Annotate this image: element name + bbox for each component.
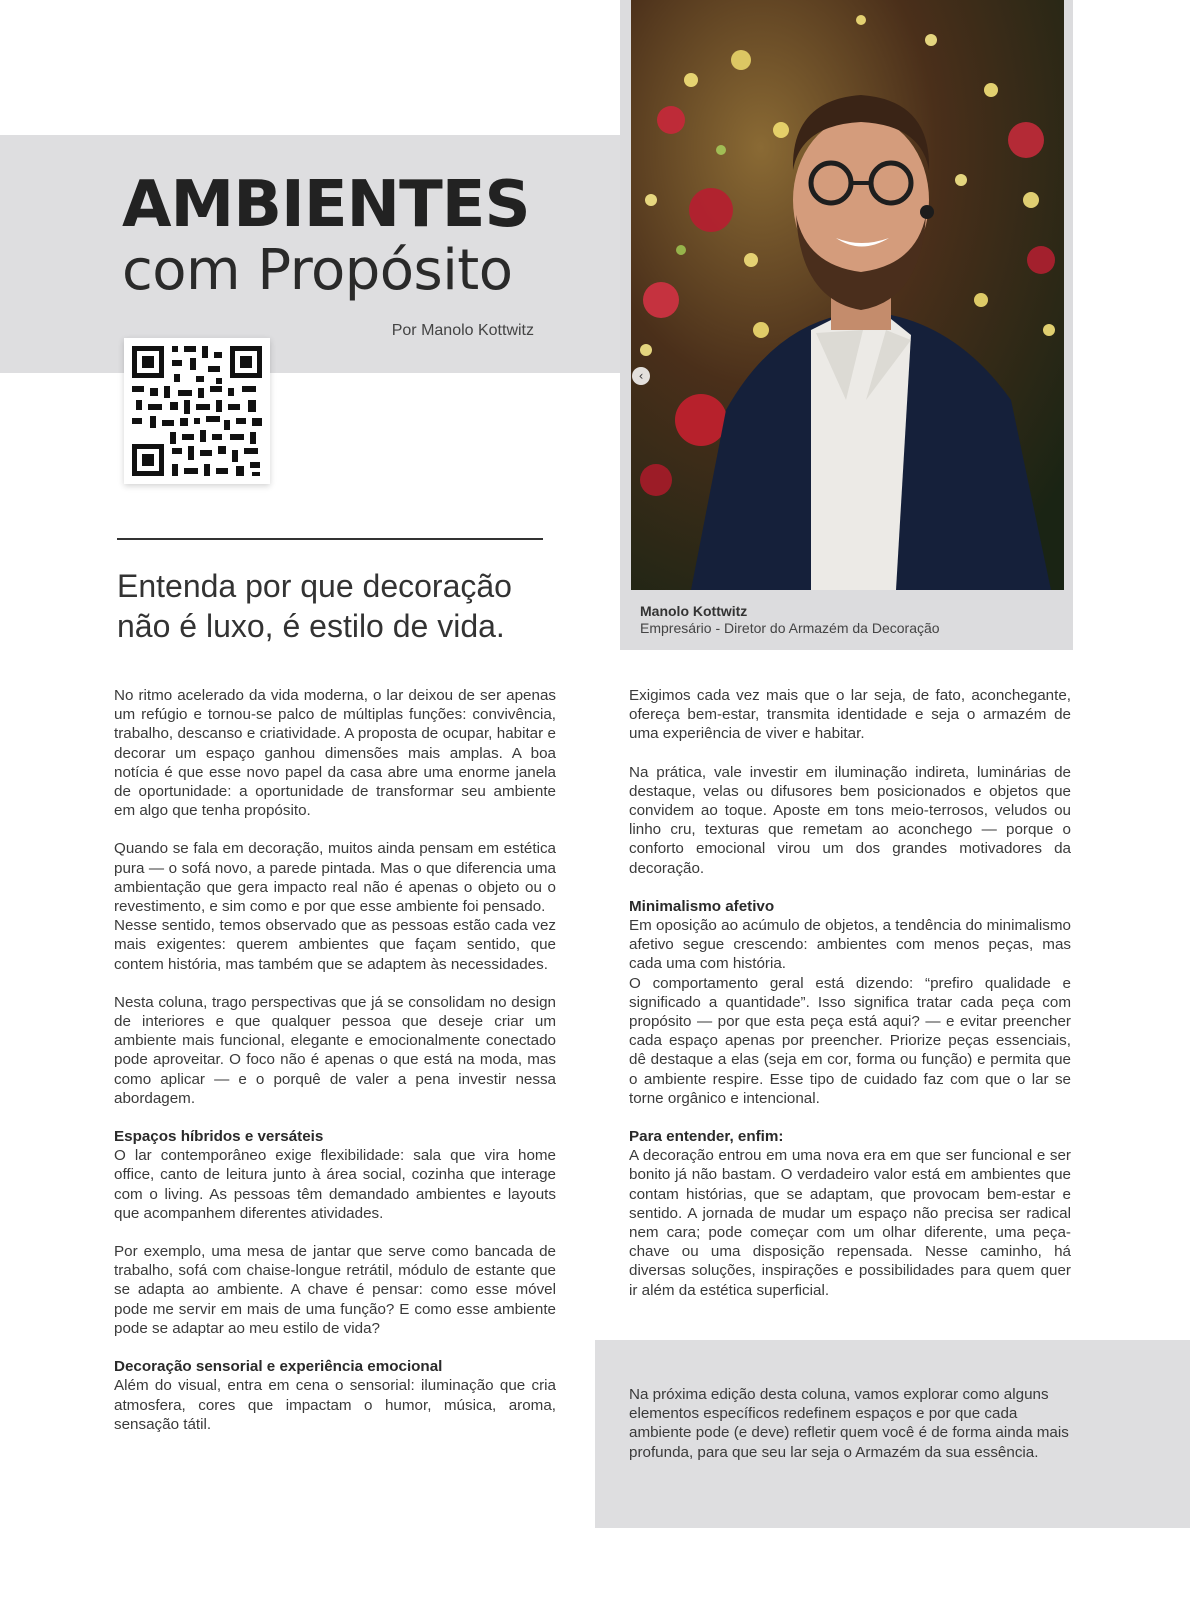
paragraph: A decoração entrou em uma nova era em que ser funcional e ser bonito já não bastam. O verdadeiro valor está em ambientes que contam histórias, que se adaptam, que provocam bem-estar e sentido. A jornada de mudar um espaço não precisa ser radical nem cara; pode começar com um olhar diferente, uma peça-chave ou uma disposição repensada. Nesse caminho, há diversas soluções, inspirações e possibilidades para quem quer ir além da estética superficial. bbox=[629, 1147, 1071, 1299]
photo-caption-name: Manolo Kottwitz bbox=[640, 603, 748, 619]
next-edition-note: Na próxima edição desta coluna, vamos explorar como alguns elementos específicos redefinem espaços e por que cada ambiente pode (e deve) refletir quem você é de forma ainda mais profunda, para que seu lar seja o Armazém da sua essência. bbox=[629, 1386, 1069, 1461]
paragraph: Em oposição ao acúmulo de objetos, a tendência do minimalismo afetivo segue crescendo: ambientes com menos peças, mas cada uma com história. bbox=[629, 917, 1071, 973]
left-column bbox=[114, 686, 556, 1453]
article-title: AMBIENTES bbox=[122, 168, 530, 242]
article-subtitle: com Propósito bbox=[122, 238, 513, 303]
paragraph: Na prática, vale investir em iluminação indireta, luminárias de destaque, velas ou difusores bem posicionados e objetos que convidem ao toque. Aposte em tons meio-terrosos, veludos ou linho cru, texturas que remetam ao aconchego — porque o conforto emocional virou um dos grandes motivadores da decoração. bbox=[629, 763, 1071, 877]
paragraph: Nesta coluna, trago perspectivas que já se consolidam no design de interiores e que qualquer pessoa que deseje criar um ambiente mais funcional, elegante e emocionalmente conectado pode aproveitar. O foco não é apenas o que está na moda, mas como aplicar — e o porquê de valer a pena investir nessa abordagem. bbox=[114, 993, 556, 1107]
article-lead: Entenda por que decoração não é luxo, é estilo de vida. bbox=[117, 568, 512, 644]
paragraph: Exigimos cada vez mais que o lar seja, de fato, aconchegante, ofereça bem-estar, transmita identidade e seja o armazém de uma experiência de viver e habitar. bbox=[629, 687, 1071, 743]
paragraph: Nesse sentido, temos observado que as pessoas estão cada vez mais exigentes: querem ambientes que façam sentido, que contem história, mas também que se adaptem às necessidades. bbox=[114, 917, 556, 973]
article-byline: Por Manolo Kottwitz bbox=[391, 322, 534, 339]
paragraph: Por exemplo, uma mesa de jantar que serve como bancada de trabalho, sofá com chaise-longue retrátil, módulo de estante que se adapta ao ambiente. A chave é pensar: como esse móvel pode me servir em mais de uma função? E como esse ambiente pode se adaptar ao meu estilo de vida? bbox=[114, 1243, 556, 1337]
author-photo bbox=[631, 0, 1064, 590]
section-heading: Minimalismo afetivo bbox=[629, 897, 775, 915]
paragraph: Além do visual, entra em cena o sensorial: iluminação que cria atmosfera, cores que impactam o humor, música, aroma, sensação tátil. bbox=[114, 1377, 556, 1433]
chevron-left-icon[interactable]: ‹ bbox=[632, 367, 650, 385]
section-heading: Espaços híbridos e versáteis bbox=[114, 1128, 324, 1146]
section-heading: Decoração sensorial e experiência emocional bbox=[114, 1358, 443, 1376]
photo-caption-role: Empresário - Diretor do Armazém da Decoração bbox=[640, 620, 940, 636]
paragraph: O comportamento geral está dizendo: “prefiro qualidade e significado a quantidade”. Isso significa tratar cada peça com propósito — por que esta peça está aqui? — e evitar preencher cada espaço apenas por preencher. Priorize peças essenciais, dê destaque a elas (seja em cor, forma ou função) e permita que o ambiente respire. Esse tipo de cuidado faz com que o lar se torne orgânico e intencional. bbox=[629, 974, 1071, 1107]
paragraph: No ritmo acelerado da vida moderna, o lar deixou de ser apenas um refúgio e tornou-se palco de múltiplas funções: convivência, trabalho, descanso e criatividade. A proposta de ocupar, habitar e decorar um espaço ganhou dimensões mais amplas. A boa notícia é que esse novo papel da casa abre uma enorme janela de oportunidade: a oportunidade de transformar seu ambiente em algo que tenha propósito. bbox=[114, 687, 556, 820]
paragraph: O lar contemporâneo exige flexibilidade: sala que vira home office, canto de leitura junto à área social, cozinha que interage com o living. As pessoas têm demandado ambientes e layouts que acompanhem diferentes atividades. bbox=[114, 1147, 556, 1222]
paragraph: Quando se fala em decoração, muitos ainda pensam em estética pura — o sofá novo, a parede pintada. Mas o que diferencia uma ambientação que gera impacto real não é apenas o objeto ou o revestimento, e sim como e por que esse ambiente foi pensado. bbox=[114, 840, 556, 916]
divider-rule bbox=[117, 538, 543, 540]
qr-code-icon[interactable] bbox=[124, 338, 270, 484]
right-column bbox=[629, 686, 1071, 1319]
section-heading: Para entender, enfim: bbox=[629, 1128, 784, 1146]
